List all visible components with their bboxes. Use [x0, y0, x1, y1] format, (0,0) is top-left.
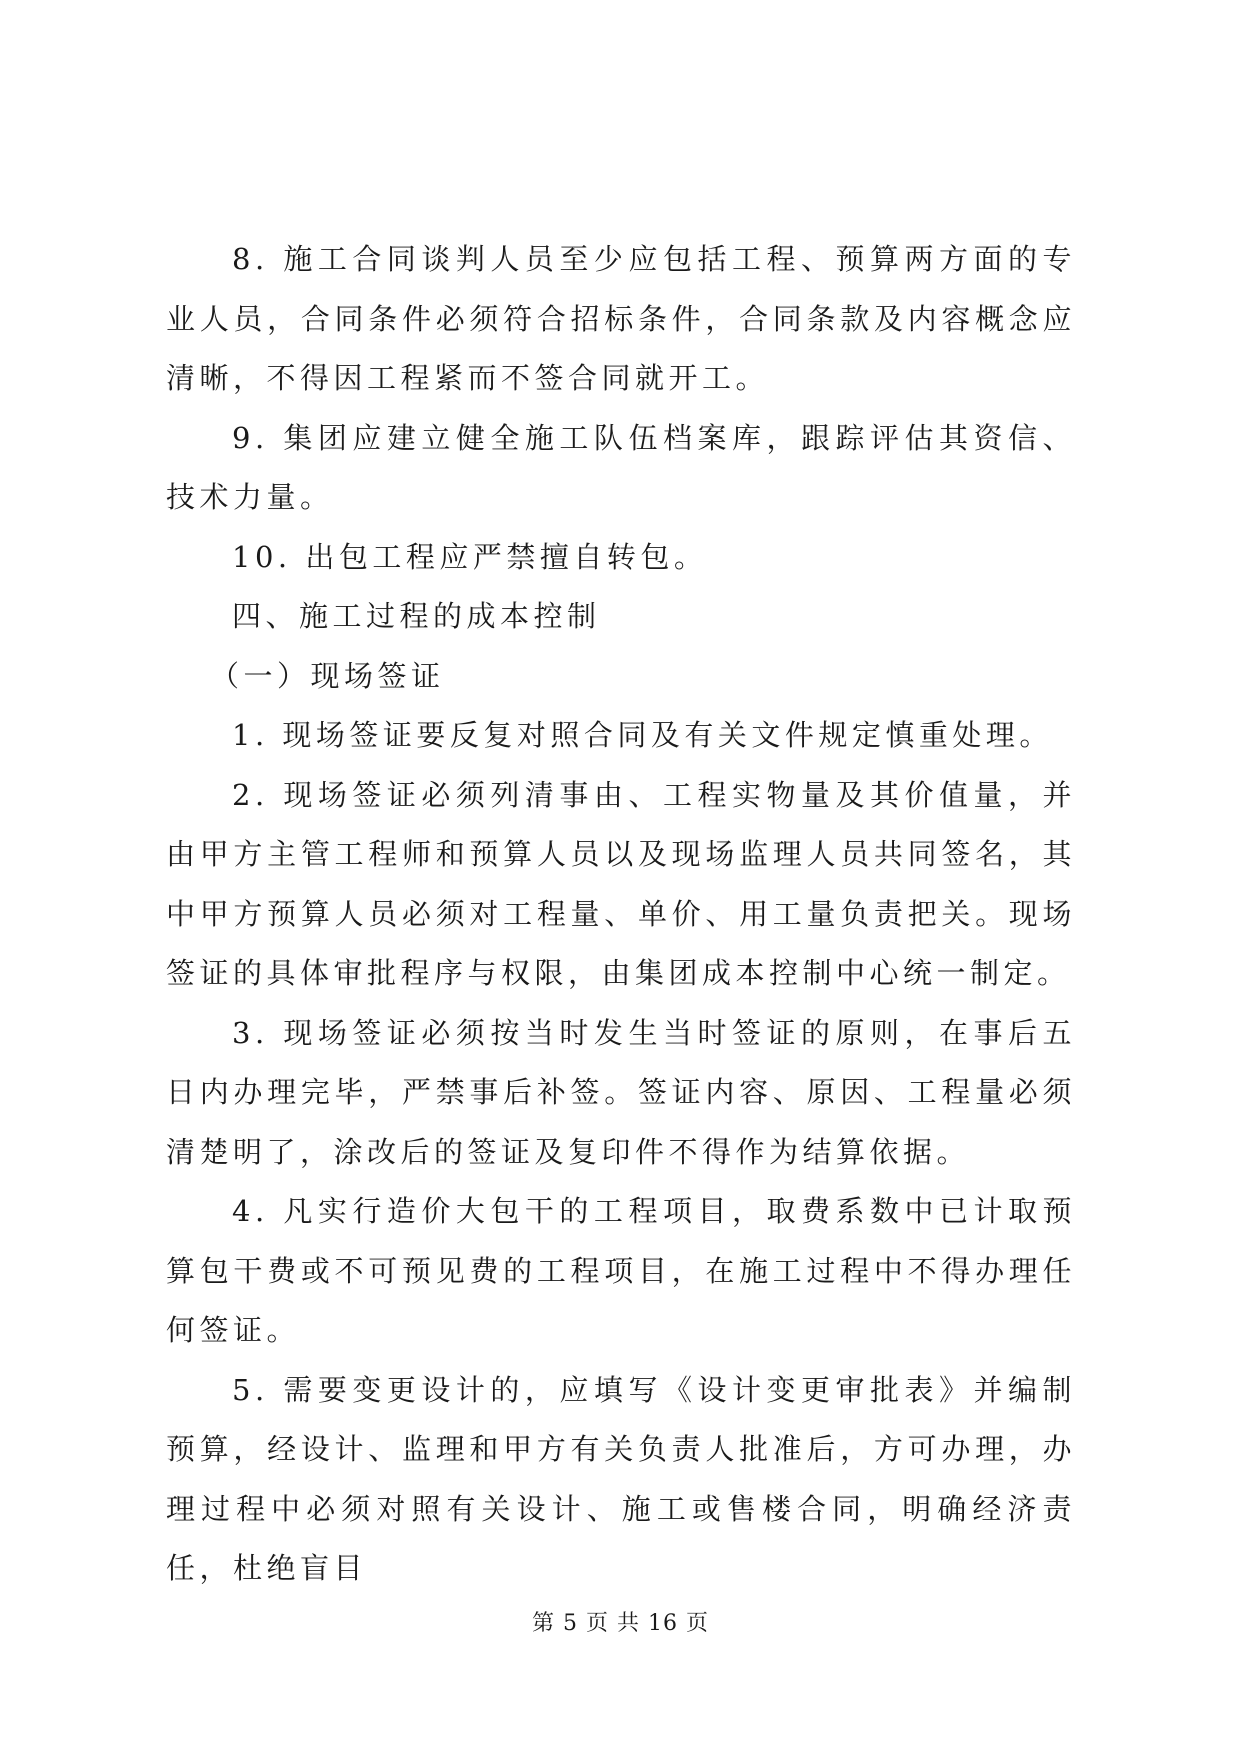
paragraph-item-4: 4. 凡实行造价大包干的工程项目，取费系数中已计取预算包干费或不可预见费的工程项目，在施工过程中不得办理任何签证。	[166, 1194, 1076, 1347]
paragraph-item-2: 2. 现场签证必须列清事由、工程实物量及其价值量，并由甲方主管工程师和预算人员以及现场监理人员共同签名，其中甲方预算人员必须对工程量、单价、用工量负责把关。现场签证的具体审批程序与权限，由集团成本控制中心统一制定。	[166, 777, 1076, 990]
paragraph-item-10: 10. 出包工程应严禁擅自转包。	[232, 539, 708, 574]
page-footer	[0, 1606, 1241, 1637]
paragraph-item-8: 8. 施工合同谈判人员至少应包括工程、预算两方面的专业人员，合同条件必须符合招标条件，合同条款及内容概念应清晰，不得因工程紧而不签合同就开工。	[166, 242, 1076, 395]
document-body	[166, 230, 1076, 1599]
subsection-heading: （一）现场签证	[210, 658, 445, 693]
page-number: 第 5 页 共 16 页	[532, 1611, 709, 1636]
paragraph-item-3: 3. 现场签证必须按当时发生当时签证的原则，在事后五日内办理完毕，严禁事后补签。签证内容、原因、工程量必须清楚明了，涂改后的签证及复印件不得作为结算依据。	[166, 1015, 1076, 1169]
section-heading: 四、施工过程的成本控制	[232, 599, 601, 633]
paragraph-item-5: 5. 需要变更设计的，应填写《设计变更审批表》并编制预算，经设计、监理和甲方有关负责人批准后，方可办理，办理过程中必须对照有关设计、施工或售楼合同，明确经济责任，杜绝盲目	[166, 1372, 1076, 1585]
paragraph-item-1: 1. 现场签证要反复对照合同及有关文件规定慎重处理。	[232, 718, 1053, 752]
paragraph-item-9: 9. 集团应建立健全施工队伍档案库，跟踪评估其资信、技术力量。	[166, 420, 1076, 514]
